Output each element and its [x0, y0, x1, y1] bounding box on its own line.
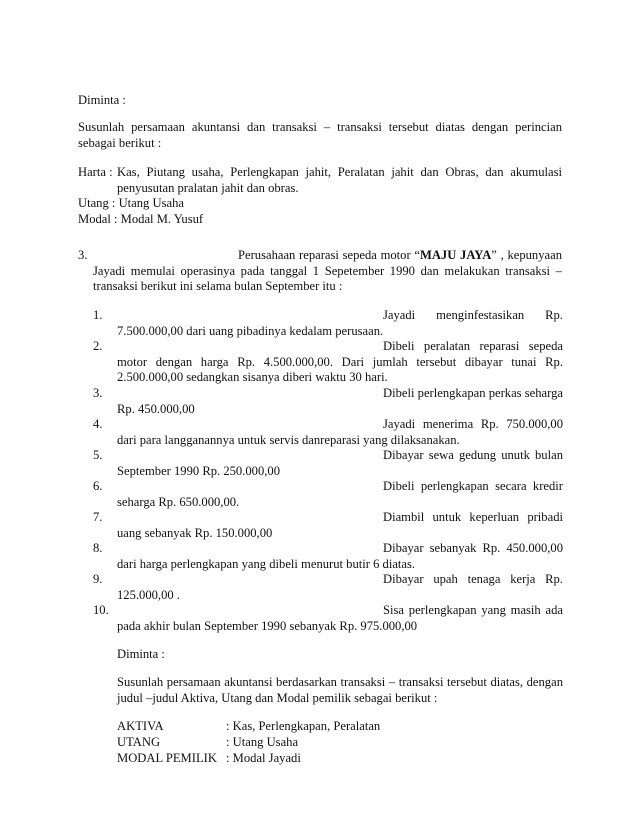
category-value-utang: : Utang Usaha	[226, 735, 299, 749]
item-first-line: Dibayar sebanyak Rp. 450.000,00	[383, 541, 563, 555]
problem-number: 3.	[78, 248, 88, 262]
category-value-modal: : Modal Jayadi	[226, 751, 301, 765]
utang-line: Utang : Utang Usaha	[78, 196, 184, 210]
item-number: 7.	[93, 510, 103, 524]
item-number: 2.	[93, 339, 103, 353]
category-label-modal: MODAL PEMILIK	[117, 751, 217, 765]
modal-line: Modal : Modal M. Yusuf	[78, 212, 204, 226]
diminta-heading-2: Diminta :	[117, 647, 165, 661]
item-continuation: 125.000,00 .	[117, 587, 180, 602]
item-first-line: Sisa perlengkapan yang masih ada	[383, 603, 563, 617]
item-first-line: Diambil untuk keperluan pribadi	[383, 510, 563, 524]
problem-intro-line2: Jayadi memulai operasinya pada tanggal 1 Sepetember 1990 dan melakukan transaksi –	[93, 264, 562, 278]
item-continuation: seharga Rp. 650.000,00.	[117, 494, 240, 509]
diminta-heading-1: Diminta :	[78, 93, 126, 107]
item-continuation: dari harga perlengkapan yang dibeli menurut butir 6 diatas.	[117, 556, 416, 571]
item-number: 6.	[93, 479, 103, 493]
problem-intro-line3: transaksi berikut ini selama bulan September itu :	[93, 279, 343, 293]
item-number: 4.	[93, 417, 103, 431]
item-number: 1.	[93, 308, 103, 322]
item-first-line: Jayadi menerima Rp. 750.000,00	[383, 417, 563, 431]
item-number: 8.	[93, 541, 103, 555]
item-number: 10.	[93, 603, 109, 617]
problem-intro-first-line	[238, 248, 562, 264]
item-continuation: 7.500.000,00 dari uang pibadinya kedalam perusaan.	[117, 323, 384, 338]
harta-text: Kas, Piutang usaha, Perlengkapan jahit, Peralatan jahit dan Obras, dan akumulasi penyusutan pralatan jahit dan obras.	[117, 165, 562, 195]
item-continuation: motor dengan harga Rp. 4.500.000,00. Dari jumlah tersebut dibayar tunai Rp. 2.500.000,00 sedangkan sisanya diberi waktu 30 hari.	[117, 354, 563, 385]
category-label-utang: UTANG	[117, 735, 161, 749]
item-continuation: Rp. 450.000,00	[117, 401, 195, 416]
item-continuation: dari para langganannya untuk servis danreparasi yang dilaksanakan.	[117, 432, 460, 447]
item-number: 3.	[93, 386, 103, 400]
item-continuation: September 1990 Rp. 250.000,00	[117, 463, 281, 478]
category-value-aktiva: : Kas, Perlengkapan, Peralatan	[226, 719, 381, 733]
instruction-1: Susunlah persamaan akuntansi dan transaksi – transaksi tersebut diatas dengan perincian sebagai berikut :	[78, 120, 562, 150]
item-first-line: Dibeli perlengkapan secara kredir	[383, 479, 563, 493]
item-first-line: Dibeli perlengkapan perkas seharga	[383, 386, 563, 400]
category-label-aktiva: AKTIVA	[117, 719, 164, 733]
intro-after: ” , kepunyaan	[491, 248, 562, 262]
instruction-2: Susunlah persamaan akuntansi berdasarkan transaksi – transaksi tersebut diatas, dengan judul –judul Aktiva, Utang dan Modal pemilik sebagai berikut :	[117, 675, 563, 705]
item-continuation: uang sebanyak Rp. 150.000,00	[117, 525, 273, 540]
harta-label: Harta :	[78, 165, 113, 179]
item-number: 5.	[93, 448, 103, 462]
item-first-line: Dibayar sewa gedung unutk bulan	[383, 448, 563, 462]
item-number: 9.	[93, 572, 103, 586]
item-first-line: Dibayar upah tenaga kerja Rp.	[383, 572, 563, 586]
item-continuation: pada akhir bulan September 1990 sebanyak Rp. 975.000,00	[117, 618, 418, 633]
intro-text: Perusahaan reparasi sepeda motor “	[238, 248, 420, 262]
company-name: MAJU JAYA	[419, 248, 492, 262]
item-first-line: Dibeli peralatan reparasi sepeda	[383, 339, 563, 353]
item-first-line: Jayadi menginfestasikan Rp.	[383, 308, 563, 322]
